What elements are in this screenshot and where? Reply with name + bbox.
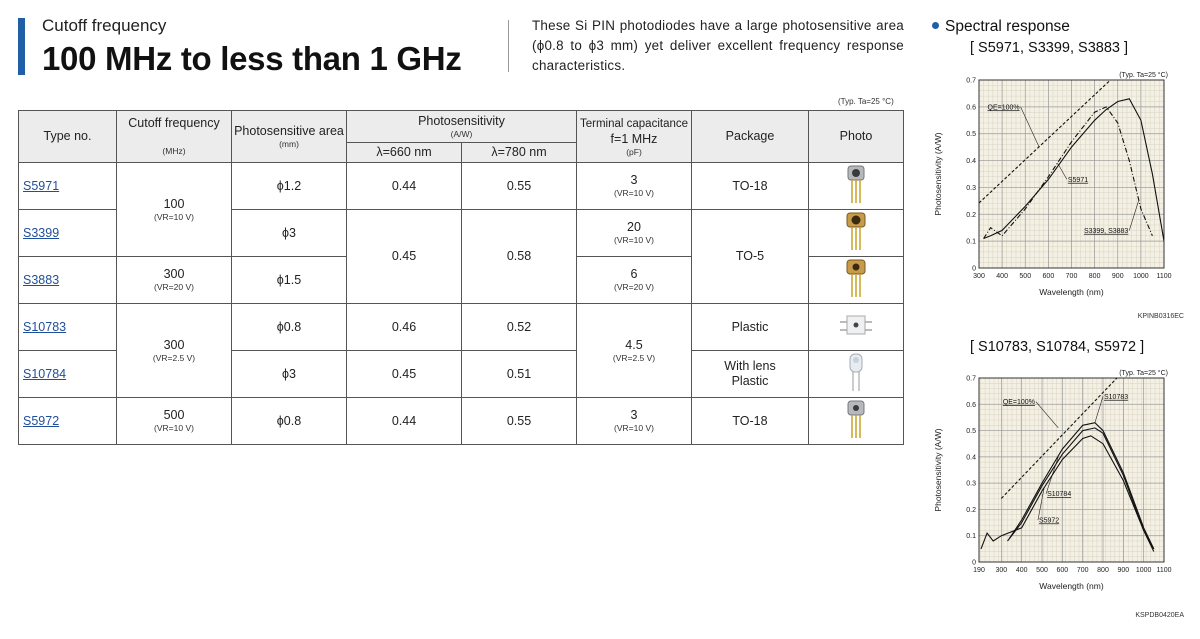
cutoff-cell: 100 (VR=10 V) xyxy=(117,163,232,257)
package-cell: TO-5 xyxy=(692,210,809,304)
photo-cell xyxy=(809,304,904,351)
header-row xyxy=(19,111,904,143)
ps780-cell: 0.58 xyxy=(462,210,577,304)
col-cutoff: Cutoff frequency (MHz) xyxy=(117,111,232,163)
x-tick-label: 300 xyxy=(973,273,985,280)
x-tick-label: 900 xyxy=(1117,567,1130,574)
series-label-2: S3399, S3883 xyxy=(1083,227,1129,235)
y-tick-label: 0 xyxy=(972,265,976,273)
package-cell: Plastic xyxy=(692,304,809,351)
type-link-s10783[interactable]: S10783 xyxy=(23,319,67,334)
photo-cell xyxy=(809,351,904,398)
cutoff-cell: 300 (VR=2.5 V) xyxy=(117,304,232,398)
col-type: Type no. xyxy=(19,111,117,163)
ps780-cell: 0.55 xyxy=(462,398,577,445)
y-axis-label: Photosensitivity (A/W) xyxy=(933,132,943,216)
col-capacitance: Terminal capacitance f=1 MHz (pF) xyxy=(577,111,692,163)
y-axis-label: Photosensitivity (A/W) xyxy=(933,428,943,512)
package-cell: TO-18 xyxy=(692,163,809,210)
photo-cell xyxy=(809,210,904,257)
y-tick-label: 0.7 xyxy=(966,375,976,383)
type-link-s5971[interactable]: S5971 xyxy=(23,178,60,193)
package-cell: With lens Plastic xyxy=(692,351,809,398)
chart-conditions-note: (Typ. Ta=25 °C) xyxy=(1119,370,1168,377)
cutoff-cell: 500 (VR=10 V) xyxy=(117,398,232,445)
x-tick-label: 1000 xyxy=(1133,273,1149,280)
ps780-cell: 0.51 xyxy=(462,351,577,398)
y-tick-label: 0.3 xyxy=(966,480,976,488)
y-tick-label: 0 xyxy=(972,559,976,567)
x-tick-label: 500 xyxy=(1019,273,1032,280)
y-tick-label: 0.4 xyxy=(966,454,976,462)
table-row xyxy=(19,398,904,445)
y-tick-label: 0.2 xyxy=(966,506,976,514)
metal-can-photo xyxy=(838,163,874,205)
x-tick-label: 1100 xyxy=(1156,567,1172,574)
photo-cell xyxy=(809,398,904,445)
accent-bar xyxy=(18,18,25,75)
y-tick-label: 0.3 xyxy=(966,184,976,192)
x-tick-label: 300 xyxy=(995,567,1008,574)
ps780-cell: 0.55 xyxy=(462,163,577,210)
capacitance-cell: 20 (VR=10 V) xyxy=(577,210,692,257)
spec-table xyxy=(18,110,904,445)
x-tick-label: 600 xyxy=(1042,273,1055,280)
y-tick-label: 0.1 xyxy=(966,533,976,541)
metal-can-gold-photo xyxy=(838,210,874,252)
bullet-icon xyxy=(932,22,939,29)
plastic-lens-photo xyxy=(838,351,874,393)
x-tick-label: 800 xyxy=(1097,567,1109,574)
ps660-cell: 0.44 xyxy=(347,398,462,445)
photo-cell xyxy=(809,163,904,210)
capacitance-cell: 3 (VR=10 V) xyxy=(577,163,692,210)
type-link-s5972[interactable]: S5972 xyxy=(23,413,60,428)
chart-code: KSPDB0420EA xyxy=(1135,612,1184,619)
area-cell: ϕ3 xyxy=(232,351,347,398)
ps660-cell: 0.46 xyxy=(347,304,462,351)
ps780-cell: 0.52 xyxy=(462,304,577,351)
col-photosensitivity: Photosensitivity (A/W) xyxy=(347,111,577,143)
plastic-package-photo xyxy=(838,304,874,346)
x-tick-label: 190 xyxy=(973,567,985,574)
ps660-cell: 0.45 xyxy=(347,210,462,304)
type-link-s10784[interactable]: S10784 xyxy=(23,366,67,381)
x-tick-label: 700 xyxy=(1076,567,1089,574)
x-tick-label: 700 xyxy=(1065,273,1078,280)
cutoff-cell: 300 (VR=20 V) xyxy=(117,257,232,304)
page-title: 100 MHz to less than 1 GHz xyxy=(42,40,462,77)
metal-can-gold-photo xyxy=(838,257,874,299)
chart1-label: [ S5971, S3399, S3883 ] xyxy=(970,40,1129,56)
intro-description: These Si PIN photodiodes have a large photosensitive area (ϕ0.8 to ϕ3 mm) yet deliver excellent frequency response characteristics. xyxy=(532,18,904,73)
table-row xyxy=(19,163,904,210)
col-area: Photosensitive area (mm) xyxy=(232,111,347,163)
capacitance-cell: 4.5 (VR=2.5 V) xyxy=(577,304,692,398)
area-cell: ϕ3 xyxy=(232,210,347,257)
y-tick-label: 0.4 xyxy=(966,158,976,166)
chart-code: KPINB0316EC xyxy=(1137,313,1184,320)
col-lambda-780: λ=780 nm xyxy=(462,143,577,163)
chart2-label: [ S10783, S10784, S5972 ] xyxy=(970,339,1145,355)
chart-conditions-note: (Typ. Ta=25 °C) xyxy=(1119,72,1168,79)
y-tick-label: 0.7 xyxy=(966,77,976,85)
y-tick-label: 0.2 xyxy=(966,211,976,219)
section-subtitle: Cutoff frequency xyxy=(42,16,167,35)
y-tick-label: 0.1 xyxy=(966,238,976,246)
table-conditions-note: (Typ. Ta=25 °C) xyxy=(838,97,894,106)
x-axis-label: Wavelength (nm) xyxy=(1039,287,1104,297)
header-divider xyxy=(508,20,509,72)
series-label-0: QE=100% xyxy=(987,104,1020,112)
type-link-s3399[interactable]: S3399 xyxy=(23,225,60,240)
y-tick-label: 0.6 xyxy=(966,401,976,409)
spectral-response-heading: Spectral response xyxy=(932,18,1070,36)
x-tick-label: 400 xyxy=(996,273,1008,280)
table-row xyxy=(19,304,904,351)
area-cell: ϕ1.5 xyxy=(232,257,347,304)
series-label-2: S10784 xyxy=(1047,491,1072,499)
x-tick-label: 1000 xyxy=(1135,567,1152,574)
capacitance-cell: 3 (VR=10 V) xyxy=(577,398,692,445)
x-tick-label: 500 xyxy=(1036,567,1048,574)
area-cell: ϕ0.8 xyxy=(232,304,347,351)
col-package: Package xyxy=(692,111,809,163)
x-axis-label: Wavelength (nm) xyxy=(1039,581,1104,591)
photo-cell xyxy=(809,257,904,304)
series-label-0: QE=100% xyxy=(1002,399,1035,407)
y-tick-label: 0.6 xyxy=(966,104,976,112)
area-cell: ϕ0.8 xyxy=(232,398,347,445)
spectral-chart-2 xyxy=(930,362,1190,624)
spectral-chart-1 xyxy=(930,70,1190,326)
col-lambda-660: λ=660 nm xyxy=(347,143,462,163)
x-tick-label: 800 xyxy=(1088,273,1101,280)
package-cell: TO-18 xyxy=(692,398,809,445)
metal-can-photo xyxy=(838,398,874,440)
y-tick-label: 0.5 xyxy=(966,428,976,436)
series-label-3: S5972 xyxy=(1038,517,1060,525)
x-tick-label: 600 xyxy=(1056,567,1069,574)
ps660-cell: 0.44 xyxy=(347,163,462,210)
y-tick-label: 0.5 xyxy=(966,131,976,139)
col-photo: Photo xyxy=(809,111,904,163)
x-tick-label: 400 xyxy=(1015,567,1028,574)
series-label-1: S5971 xyxy=(1067,176,1089,184)
area-cell: ϕ1.2 xyxy=(232,163,347,210)
x-tick-label: 1100 xyxy=(1156,273,1172,280)
type-link-s3883[interactable]: S3883 xyxy=(23,272,60,287)
x-tick-label: 900 xyxy=(1111,273,1124,280)
ps660-cell: 0.45 xyxy=(347,351,462,398)
series-label-1: S10783 xyxy=(1104,393,1129,401)
capacitance-cell: 6 (VR=20 V) xyxy=(577,257,692,304)
